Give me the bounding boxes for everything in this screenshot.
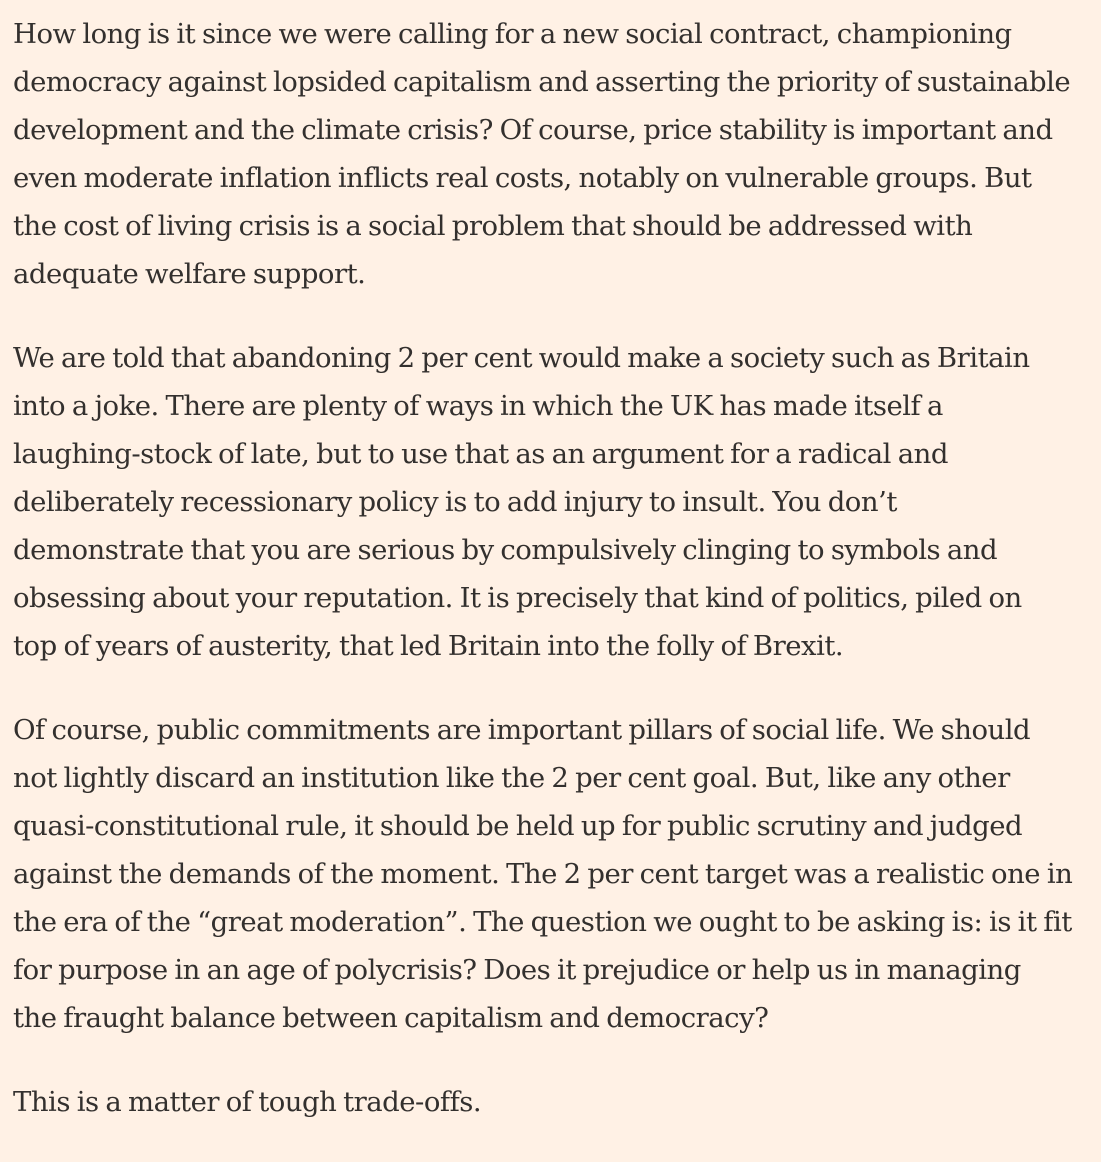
text-line: the fraught balance between capitalism and democracy? — [13, 1002, 769, 1034]
text-line: development and the climate crisis? Of course, price stability is important and — [13, 114, 1053, 146]
text-line: even moderate inflation inflicts real costs, notably on vulnerable groups. But — [13, 162, 1032, 194]
paragraph-social-contract — [13, 10, 1093, 298]
paragraph-commitments — [13, 706, 1093, 1042]
text-line: This is a matter of tough trade-offs. — [13, 1086, 482, 1118]
text-line: We are told that abandoning 2 per cent would make a society such as Britain — [13, 342, 1030, 374]
text-line: adequate welfare support. — [13, 258, 366, 290]
text-line: demonstrate that you are serious by compulsively clinging to symbols and — [13, 534, 998, 566]
text-line: Of course, public commitments are important pillars of social life. We should — [13, 714, 1031, 746]
text-line: How long is it since we were calling for a new social contract, championing — [13, 18, 1012, 50]
text-line: the cost of living crisis is a social problem that should be addressed with — [13, 210, 973, 242]
text-line: not lightly discard an institution like the 2 per cent goal. But, like any other — [13, 762, 1010, 794]
text-line: laughing-stock of late, but to use that as an argument for a radical and — [13, 438, 948, 470]
article-body — [13, 10, 1093, 1162]
paragraph-joke — [13, 334, 1093, 670]
text-line: into a joke. There are plenty of ways in which the UK has made itself a — [13, 390, 943, 422]
text-line: for purpose in an age of polycrisis? Does it prejudice or help us in managing — [13, 954, 1021, 986]
text-line: quasi-constitutional rule, it should be held up for public scrutiny and judged — [13, 810, 1023, 842]
text-line: against the demands of the moment. The 2 per cent target was a realistic one in — [13, 858, 1073, 890]
text-line: obsessing about your reputation. It is precisely that kind of politics, piled on — [13, 582, 1022, 614]
text-line: top of years of austerity, that led Britain into the folly of Brexit. — [13, 630, 844, 662]
paragraph-trade-offs — [13, 1078, 1093, 1126]
text-line: the era of the “great moderation”. The question we ought to be asking is: is it fit — [13, 906, 1072, 938]
text-line: democracy against lopsided capitalism and asserting the priority of sustainable — [13, 66, 1071, 98]
text-line: deliberately recessionary policy is to add injury to insult. You don’t — [13, 486, 897, 518]
